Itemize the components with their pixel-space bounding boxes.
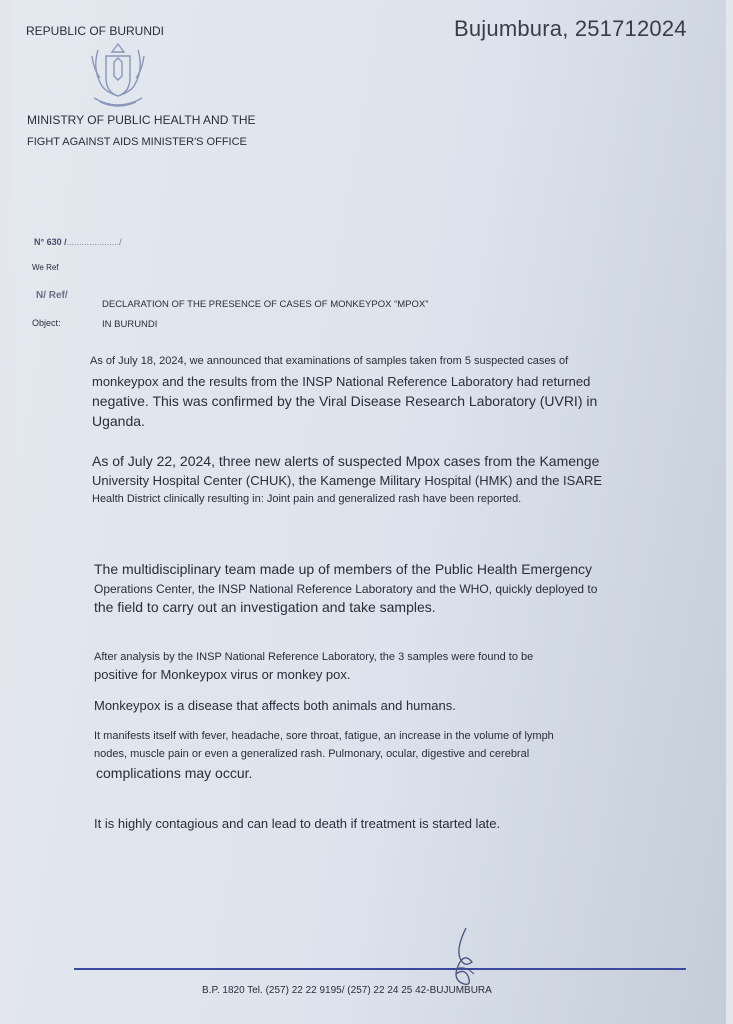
paragraph-6-line-3: complications may occur.: [96, 765, 253, 781]
paragraph-1-line-1: As of July 18, 2024, we announced that examinations of samples taken from 5 suspected cases of: [90, 355, 569, 367]
handwritten-signature-icon: [446, 926, 482, 986]
paragraph-5: Monkeypox is a disease that affects both animals and humans.: [94, 698, 456, 713]
paragraph-1-line-3: negative. This was confirmed by the Viral Disease Research Laboratory (UVRI) in: [92, 393, 598, 409]
paragraph-6-line-2: nodes, muscle pain or even a generalized rash. Pulmonary, ocular, digestive and cerebral: [94, 748, 530, 760]
paragraph-3-line-2: Operations Center, the INSP National Reference Laboratory and the WHO, quickly deployed to: [94, 582, 598, 596]
footer-divider: [74, 968, 686, 970]
paragraph-1-line-2: monkeypox and the results from the INSP National Reference Laboratory had returned: [92, 374, 591, 389]
paragraph-3-line-1: The multidisciplinary team made up of members of the Public Health Emergency: [94, 561, 592, 577]
paragraph-2-line-1: As of July 22, 2024, three new alerts of suspected Mpox cases from the Kamenge: [92, 453, 600, 469]
republic-label: REPUBLIC OF BURUNDI: [26, 24, 165, 38]
paragraph-7: It is highly contagious and can lead to death if treatment is started late.: [94, 816, 501, 831]
object-line-1: DECLARATION OF THE PRESENCE OF CASES OF MONKEYPOX “MPOX”: [102, 299, 429, 310]
object-line-2: IN BURUNDI: [102, 319, 158, 330]
reference-number-dots: ...................../: [66, 237, 122, 247]
paragraph-1-line-4: Uganda.: [92, 413, 145, 429]
coat-of-arms-icon: [84, 40, 152, 110]
paragraph-3-line-3: the field to carry out an investigation and take samples.: [94, 599, 436, 615]
footer-address: B.P. 1820 Tel. (257) 22 22 9195/ (257) 22 24 25 42-BUJUMBURA: [202, 985, 492, 996]
ministry-line-2: FIGHT AGAINST AIDS MINISTER'S OFFICE: [27, 136, 247, 148]
document-page: [10, 0, 726, 1024]
n-ref-label: N/ Ref/: [36, 290, 68, 301]
object-label: Object:: [32, 318, 61, 328]
place-date: Bujumbura, 251712024: [454, 16, 687, 41]
reference-number: [34, 237, 122, 247]
we-ref-label: We Ref: [32, 263, 59, 272]
paragraph-2-line-3: Health District clinically resulting in: Joint pain and generalized rash have been reported.: [92, 493, 522, 505]
paragraph-4-line-2: positive for Monkeypox virus or monkey pox.: [94, 667, 351, 682]
paragraph-2-line-2: University Hospital Center (CHUK), the Kamenge Military Hospital (HMK) and the ISARE: [92, 473, 603, 488]
paragraph-6-line-1: It manifests itself with fever, headache, sore throat, fatigue, an increase in the volume of lymph: [94, 730, 554, 742]
ministry-line-1: MINISTRY OF PUBLIC HEALTH AND THE: [27, 113, 256, 127]
paragraph-4-line-1: After analysis by the INSP National Reference Laboratory, the 3 samples were found to be: [94, 651, 534, 663]
reference-number-label: N° 630 /: [34, 237, 67, 247]
